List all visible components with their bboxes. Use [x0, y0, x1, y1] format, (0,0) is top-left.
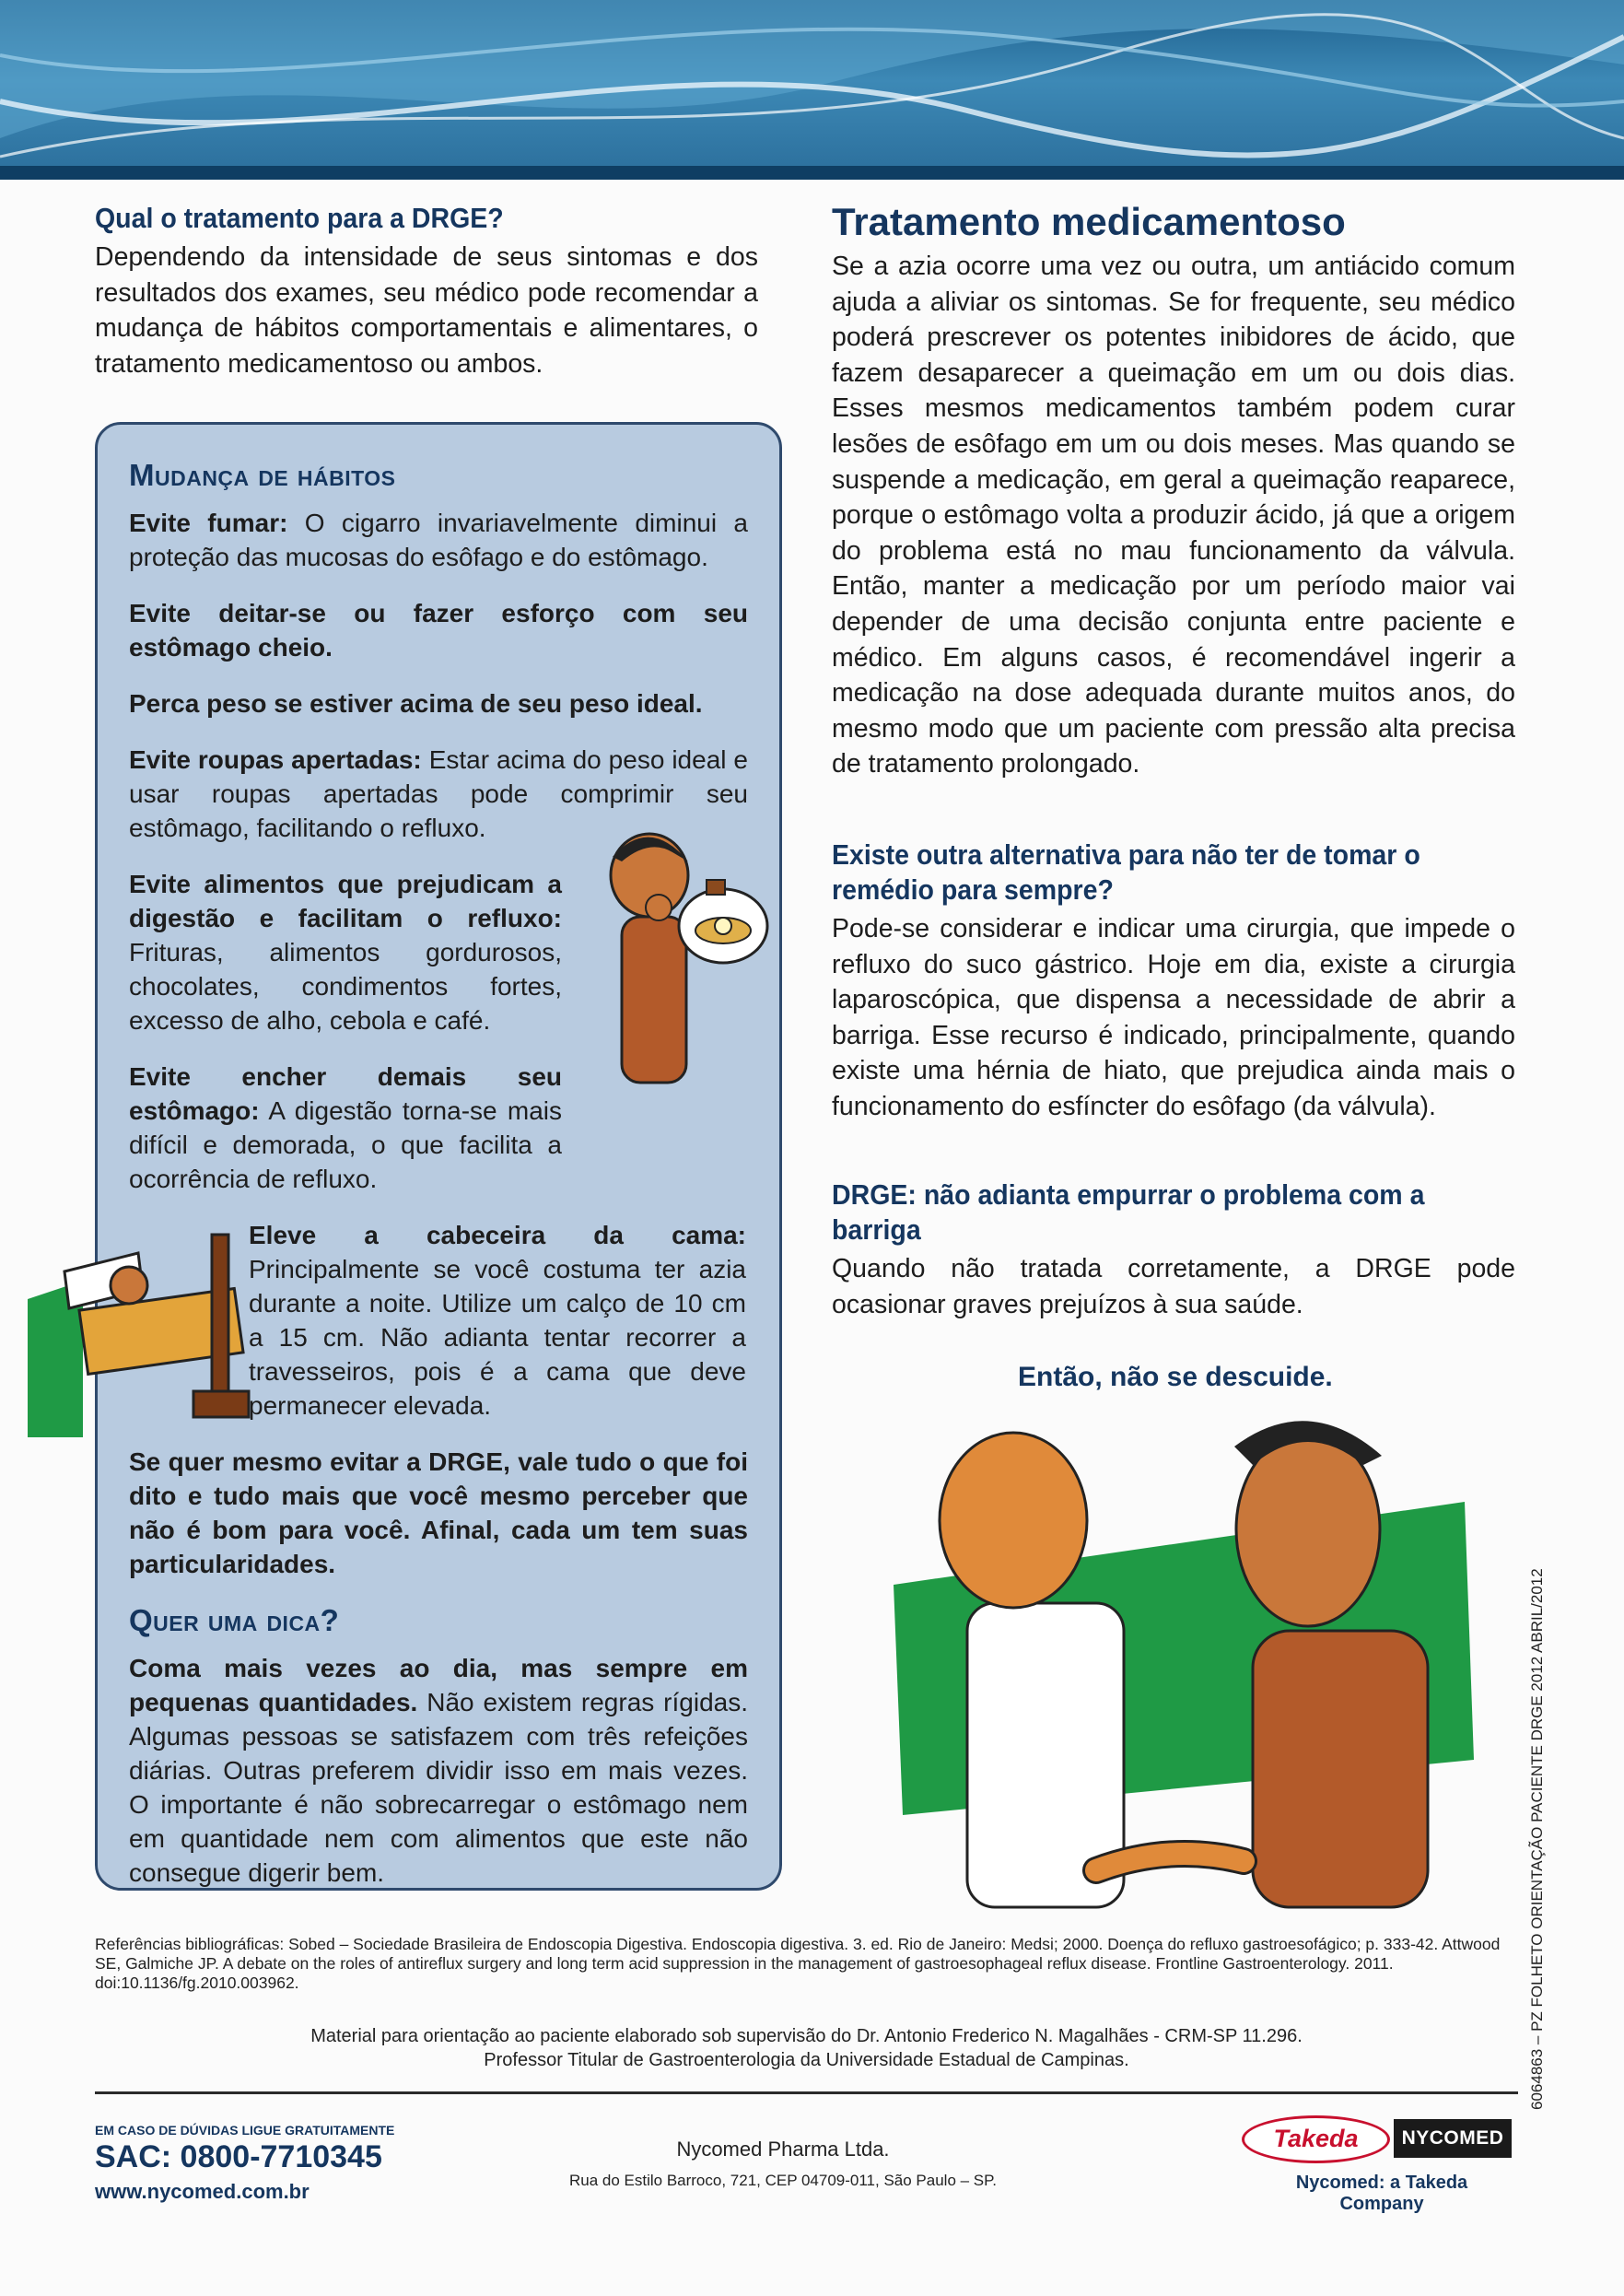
- credit-line: Professor Titular de Gastroenterologia da Universidade Estadual de Campinas.: [484, 2050, 1129, 2070]
- company-tagline: Nycomed: a Takeda Company: [1295, 2173, 1468, 2214]
- company-name: Nycomed Pharma Ltda.: [676, 2138, 890, 2161]
- footer-divider: [95, 2091, 1518, 2094]
- medication-paragraph: Se a azia ocorre uma vez ou outra, um antiácido comum ajuda a aliviar os sintomas. Se for frequente, seu médico poderá prescrever os potentes inibidores de ácido, que fazem desaparecer a queimação em um ou dois dias. Esses mesmos medicamentos também podem curar lesões de esôfago em um ou dois meses. Mas quando se suspende a medicação, em geral a queimação reaparece, porque o estômago volta a produzir ácido, já que a origem do problema está no mau funcionamento da válvula. Então, manter a medicação por um período maior vai depender de uma decisão conjunta entre paciente e médico. Em alguns casos, é recomendável ingerir a medicação na dose adequada durante muitos anos, do mesmo modo que um paciente com pressão alta precisa de tratamento prolongado.: [832, 252, 1515, 779]
- habits-title: Mudança de hábitos: [129, 458, 396, 492]
- credit: [95, 2024, 1518, 2072]
- treatment-intro: [95, 201, 758, 381]
- tip-item: Perca peso se estiver acima de seu peso ideal.: [129, 689, 703, 718]
- thinking-man-illustration: [585, 825, 769, 1101]
- elevated-bed-illustration: [28, 1198, 304, 1437]
- tip-item: Evite alimentos que prejudicam a digestão e facilitam o refluxo: Frituras, alimentos gordurosos, chocolates, condimentos fortes, excesso de alho, cebola e café.: [129, 870, 562, 1035]
- intro-paragraph: Dependendo da intensidade de seus sintomas e dos resultados dos exames, seu médico pode recomendar a mudança de hábitos comportamentais e alimentares, o tratamento medicamentoso ou ambos.: [95, 242, 758, 379]
- wave-decoration: [0, 0, 1624, 180]
- company-info: [553, 2134, 1013, 2196]
- print-code: 6064863 – PZ FOLHETO ORIENTAÇÃO PACIENTE DRGE 2012 ABRIL/2012: [1528, 1568, 1546, 2110]
- company-address: Rua do Estilo Barroco, 721, CEP 04709-011, São Paulo – SP.: [568, 2172, 998, 2189]
- drge-question: DRGE: não adianta empurrar o problema com a barriga: [832, 1178, 1425, 1247]
- references: Referências bibliográficas: Sobed – Sociedade Brasileira de Endoscopia Digestiva. Endoscopia digestiva. 3. ed. Rio de Janeiro: Medsi; 2000. Doença do refluxo gastroesofágico; p. 333-42. Attwood SE, Galmiche JP. A debate on the roles of antireflux surgery and long term acid suppression in the management of gastroesophageal reflux disease. Frontline Gastroenterology. 2011. doi:10.1136/fg.2010.003962.: [95, 1935, 1501, 1992]
- medication-title: Tratamento medicamentoso: [832, 200, 1346, 243]
- nycomed-logo: NYCOMED: [1394, 2119, 1512, 2158]
- handshake-illustration: [866, 1391, 1492, 1926]
- alternative-question: Existe outra alternativa para não ter de tomar o remédio para sempre?: [832, 838, 1420, 906]
- drge-paragraph: Quando não tratada corretamente, a DRGE pode ocasionar graves prejuízos à sua saúde.: [832, 1254, 1515, 1320]
- tip-title: Quer uma dica?: [129, 1603, 340, 1637]
- tip-item: Evite fumar: O cigarro invariavelmente diminui a proteção das mucosas do esôfago e do estômago.: [129, 509, 748, 571]
- takeda-logo: Takeda: [1242, 2115, 1390, 2163]
- tip-item: Evite encher demais seu estômago: A digestão torna-se mais difícil e demorada, o que facilita a ocorrência de refluxo.: [129, 1062, 562, 1193]
- sac-phone: SAC: 0800-7710345: [95, 2139, 382, 2174]
- section-heading: Qual o tratamento para a DRGE?: [95, 202, 504, 234]
- header-banner: [0, 0, 1624, 180]
- alternative-paragraph: Pode-se considerar e indicar uma cirurgia, que impede o refluxo do suco gástrico. Hoje em dia, existe a cirurgia laparoscópica, que dispensa a necessidade de abrir a barriga. Esse recurso é indicado, principalmente, quando existe uma hérnia de hiato, que prejudica ainda mais o funcionamento do esfíncter do esôfago (da válvula).: [832, 913, 1515, 1121]
- medication-section: [832, 201, 1515, 1323]
- tip-item: Evite roupas apertadas: Estar acima do peso ideal e usar roupas apertadas pode comprimir seu estômago, facilitando o refluxo.: [129, 745, 748, 842]
- closing-text: Se quer mesmo evitar a DRGE, vale tudo o que foi dito e tudo mais que você mesmo perceber que não é bom para você. Afinal, cada um tem suas particularidades.: [129, 1447, 748, 1578]
- habits-box: [95, 422, 782, 1891]
- slogan: Então, não se descuide.: [1018, 1362, 1333, 1392]
- credit-line: Material para orientação ao paciente elaborado sob supervisão do Dr. Antonio Frederico N. Magalhães - CRM-SP 11.296.: [310, 2026, 1303, 2046]
- sac-caption: EM CASO DE DÚVIDAS LIGUE GRATUITAMENTE: [95, 2123, 395, 2138]
- tip-item: Eleve a cabeceira da cama: Principalmente se você costuma ter azia durante a noite. Utilize um calço de 10 cm a 15 cm. Não adianta tentar recorrer a travesseiros, pois é a cama que deve permanecer elevada.: [249, 1221, 746, 1420]
- website-link[interactable]: www.nycomed.com.br: [95, 2180, 310, 2203]
- tip-text: Coma mais vezes ao dia, mas sempre em pequenas quantidades. Não existem regras rígidas. Algumas pessoas se satisfazem com três refeições diárias. Outras preferem dividir isso em mais vezes. O importante é não sobrecarregar o estômago nem em quantidade nem com alimentos que este não consegue digerir bem.: [129, 1654, 748, 1887]
- tip-item: Evite deitar-se ou fazer esforço com seu estômago cheio.: [129, 599, 748, 662]
